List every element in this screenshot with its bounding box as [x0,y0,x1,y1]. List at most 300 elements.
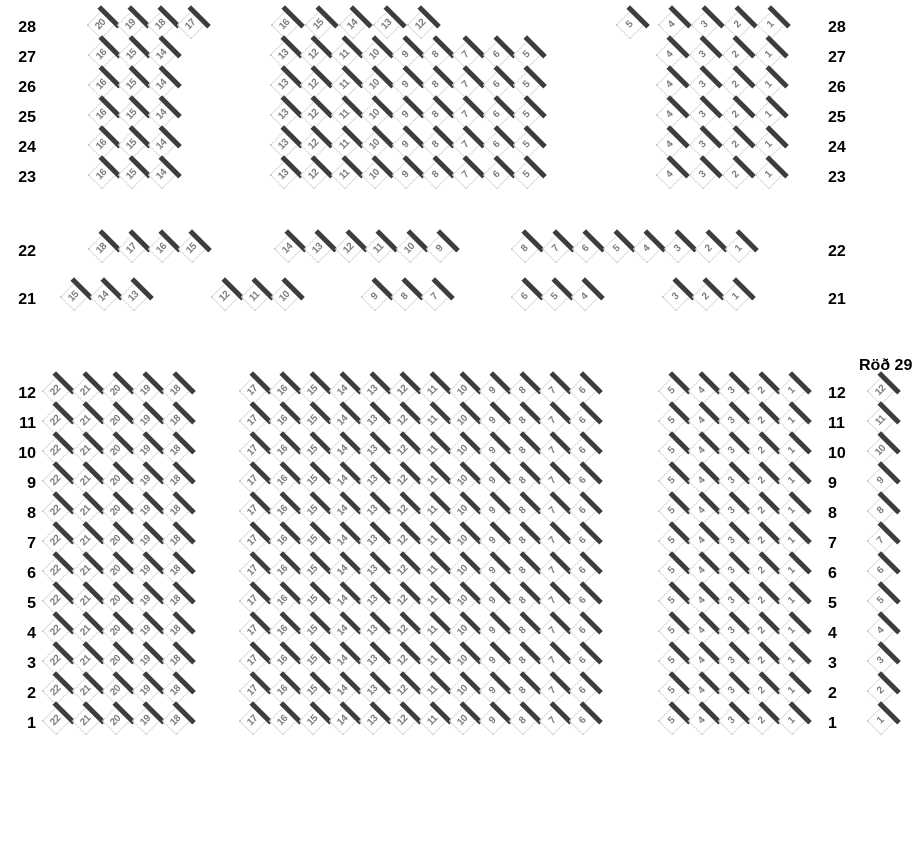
seat[interactable] [692,283,720,311]
seat[interactable] [718,707,746,735]
seat[interactable] [419,707,447,735]
seat-number: 14 [345,17,361,33]
seat-number: 22 [48,443,64,459]
seat[interactable] [359,707,387,735]
seat[interactable] [748,707,776,735]
seat[interactable] [373,11,401,39]
seat-number: 13 [365,563,381,579]
seat-number: 3 [725,624,738,637]
seat[interactable] [270,161,298,189]
seat-number: 11 [371,241,387,256]
seat-number: 14 [154,47,170,63]
row-label-left: 26 [18,79,36,96]
seat[interactable] [241,283,269,311]
seat[interactable] [102,707,130,735]
seat[interactable] [725,235,753,263]
seat-number: 10 [455,383,471,399]
seat-number: 2 [755,684,768,697]
seat-number: 8 [516,504,529,517]
seat-number: 6 [576,714,589,727]
seat-number: 12 [306,137,322,153]
seat[interactable] [513,161,541,189]
seat-number: 4 [695,534,708,547]
seat-number: 18 [168,413,184,429]
seat-number: 9 [486,684,499,697]
seat-number: 1 [785,534,798,547]
seat-number: 10 [455,713,471,729]
seat-number: 8 [518,242,531,255]
seat[interactable] [239,707,267,735]
seat-number: 15 [305,473,321,489]
seat[interactable] [694,235,722,263]
seat[interactable] [722,283,750,311]
seat-number: 4 [695,474,708,487]
row-label-right: 23 [828,169,846,186]
seat-number: 7 [546,504,559,517]
seat-number: 2 [729,108,742,121]
seat-number: 6 [576,504,589,517]
seat[interactable] [426,235,454,263]
seat[interactable] [60,283,88,311]
seat[interactable] [162,707,190,735]
seat-number: 4 [695,444,708,457]
seat-number: 5 [521,168,533,181]
seat-number: 10 [401,241,417,257]
row-label-right: 1 [828,715,837,732]
seat-number: 19 [138,443,154,459]
seat-number: 22 [48,383,64,399]
seat[interactable] [724,11,752,39]
seat-number: 6 [490,138,503,151]
seat-number: 19 [138,683,154,699]
row-label-right: 21 [828,291,846,308]
seat[interactable] [389,707,417,735]
seat[interactable] [539,707,567,735]
seat-number: 19 [138,563,154,579]
seat-number: 12 [395,533,411,549]
seat-number: 1 [785,414,798,427]
seat-number: 15 [124,47,140,63]
seat-number: 11 [425,653,440,668]
seat-number: 18 [94,241,110,257]
seat[interactable] [72,707,100,735]
seat-number: 13 [276,77,292,93]
seat-number: 1 [874,714,887,727]
seat[interactable] [299,707,327,735]
seat[interactable] [569,707,597,735]
seat-number: 9 [486,714,499,727]
seat[interactable] [274,235,302,263]
seat[interactable] [178,235,206,263]
seat[interactable] [132,707,160,735]
seat-number: 5 [665,384,678,397]
seat-number: 11 [873,413,888,428]
row-label-left: 24 [18,139,36,156]
seat[interactable] [541,283,569,311]
seat[interactable] [452,161,480,189]
seat[interactable] [361,161,389,189]
seat-number: 22 [48,713,64,729]
seat-number: 15 [124,107,140,123]
seat-number: 3 [725,564,738,577]
seat-number: 5 [548,290,561,303]
seat-number: 7 [546,384,559,397]
seat-number: 8 [516,624,529,637]
seat-number: 15 [305,713,321,729]
seat-number: 9 [399,168,411,181]
seat-number: 22 [48,473,64,489]
row-label-left: 27 [18,49,36,66]
seat-number: 18 [168,503,184,519]
seat-number: 12 [395,563,411,579]
seat-number: 11 [425,443,440,458]
seat-number: 1 [762,168,775,181]
seat[interactable] [778,707,806,735]
seat-number: 10 [367,77,383,93]
seat-number: 20 [108,713,124,729]
seat-number: 17 [245,443,261,459]
seat-number: 12 [395,713,411,729]
seat-number: 7 [546,624,559,637]
seat-number: 16 [275,473,291,489]
seat[interactable] [689,161,717,189]
seat-number: 1 [785,444,798,457]
seat-number: 2 [729,168,742,181]
seat-number: 11 [425,683,440,698]
seat-number: 3 [725,654,738,667]
seat[interactable] [118,161,146,189]
seat-number: 13 [365,383,381,399]
row-label-left: 6 [27,565,36,582]
seat-number: 21 [78,473,94,489]
seat-number: 17 [245,533,261,549]
seat-number: 14 [96,289,112,305]
seat-number: 7 [546,654,559,667]
seat-number: 10 [455,413,471,429]
seat-number: 7 [460,48,472,61]
seat-number: 5 [874,594,887,607]
seat-number: 19 [138,473,154,489]
seat-number: 16 [94,107,110,123]
seat[interactable] [177,11,205,39]
seat-number: 12 [395,593,411,609]
seat-number: 8 [429,168,442,181]
row-label-right: 28 [828,19,846,36]
seat[interactable] [656,161,684,189]
seat[interactable] [755,161,783,189]
seat-number: 16 [275,593,291,609]
seat-number: 16 [275,383,291,399]
seat-number: 11 [337,107,352,122]
seat-number: 20 [108,653,124,669]
seat[interactable] [271,283,299,311]
seat-number: 5 [521,78,533,91]
seat[interactable] [722,161,750,189]
seat-number: 11 [425,503,440,518]
seat-number: 9 [399,48,411,61]
seat-number: 14 [335,443,351,459]
seat-number: 13 [365,653,381,669]
seat-number: 17 [245,653,261,669]
seat-number: 18 [168,563,184,579]
seat-number: 22 [48,503,64,519]
seat[interactable] [361,283,389,311]
seat-number: 18 [168,623,184,639]
seat-number: 4 [695,684,708,697]
seat-number: 17 [245,473,261,489]
seat[interactable] [90,283,118,311]
seat[interactable] [407,11,435,39]
seat-number: 7 [428,290,441,303]
seat[interactable] [479,707,507,735]
seat-number: 21 [78,593,94,609]
seat[interactable] [329,707,357,735]
seat-number: 14 [335,383,351,399]
seat[interactable] [331,161,359,189]
seat[interactable] [304,235,332,263]
seat[interactable] [42,707,70,735]
row-label-right: 2 [828,685,837,702]
seat-number: 14 [280,241,296,257]
seat-number: 1 [762,78,775,91]
seat[interactable] [269,707,297,735]
seat-number: 4 [695,594,708,607]
seat-number: 17 [245,563,261,579]
seat[interactable] [391,283,419,311]
seat[interactable] [572,235,600,263]
seat[interactable] [664,235,692,263]
seat-number: 16 [275,623,291,639]
seat-number: 7 [549,242,561,255]
seat[interactable] [395,235,423,263]
seat-number: 17 [245,683,261,699]
row-label-left: 28 [18,19,36,36]
seat[interactable] [483,161,511,189]
seat-number: 8 [429,108,442,121]
seat-number: 4 [695,564,708,577]
seat-number: 16 [94,77,110,93]
row-label-left: 23 [18,169,36,186]
seat-number: 8 [874,504,887,517]
seat-number: 5 [665,474,678,487]
seat[interactable] [211,283,239,311]
seat-number: 7 [874,534,887,547]
seat-number: 5 [665,684,678,697]
seat-number: 15 [305,653,321,669]
seat-number: 15 [311,17,327,33]
seat[interactable] [757,11,785,39]
seat-number: 10 [455,533,471,549]
seat-number: 22 [48,623,64,639]
seat-number: 9 [486,654,499,667]
seat[interactable] [421,283,449,311]
row-label-right: 27 [828,49,846,66]
seat[interactable] [688,707,716,735]
seat[interactable] [422,161,450,189]
seat-number: 5 [521,48,533,61]
seat-number: 11 [247,289,262,304]
seat[interactable] [603,235,631,263]
seat-number: 10 [455,593,471,609]
seat-number: 4 [695,624,708,637]
seat-number: 8 [429,48,442,61]
seat-number: 15 [305,563,321,579]
seat-number: 22 [48,533,64,549]
seat-number: 10 [455,653,471,669]
seat-number: 16 [275,413,291,429]
seat[interactable] [271,11,299,39]
seat[interactable] [616,11,644,39]
seat-number: 15 [66,289,82,305]
seat[interactable] [511,235,539,263]
seat-number: 20 [108,533,124,549]
seat[interactable] [120,283,148,311]
seat-number: 13 [365,593,381,609]
seat-number: 20 [108,623,124,639]
seat-number: 7 [546,594,559,607]
seat-number: 3 [669,290,682,303]
seat-number: 8 [516,414,529,427]
seat-number: 4 [663,138,676,151]
seat-number: 7 [546,534,559,547]
seat-number: 9 [486,594,499,607]
seat-number: 20 [108,413,124,429]
seat-number: 4 [695,714,708,727]
seat-number: 1 [785,564,798,577]
seat-number: 12 [873,383,889,399]
seat-number: 11 [337,77,352,92]
seat-number: 14 [335,653,351,669]
seat-number: 21 [78,563,94,579]
seat-number: 3 [698,18,711,31]
seat[interactable] [305,11,333,39]
seat-number: 6 [576,534,589,547]
seat[interactable] [335,235,363,263]
row-label-right: 12 [828,385,846,402]
seat-number: 9 [433,242,446,255]
seat-number: 13 [365,683,381,699]
seat[interactable] [148,235,176,263]
seat-number: 5 [623,18,636,31]
seat[interactable] [691,11,719,39]
seat-number: 14 [335,713,351,729]
seat-number: 17 [124,241,140,257]
seat-number: 5 [521,108,533,121]
seat-number: 18 [168,653,184,669]
seat-number: 6 [576,444,589,457]
seat-number: 15 [305,503,321,519]
seat-number: 19 [138,713,154,729]
seat[interactable] [339,11,367,39]
seat-number: 2 [755,594,768,607]
seat-number: 3 [725,474,738,487]
row-label-left: 25 [18,109,36,126]
seat-number: 1 [785,714,798,727]
seat[interactable] [541,235,569,263]
seat-number: 14 [335,503,351,519]
row-label-right: 11 [828,415,845,432]
seat-number: 2 [755,504,768,517]
seat-number: 1 [764,18,777,31]
seat-number: 10 [455,443,471,459]
seat-number: 19 [138,503,154,519]
seat[interactable] [658,11,686,39]
seat[interactable] [365,235,393,263]
seat-number: 2 [755,534,768,547]
seat-number: 4 [695,414,708,427]
seat-number: 20 [108,383,124,399]
seat-number: 5 [665,444,678,457]
seat-number: 10 [367,107,383,123]
seat-number: 8 [429,78,442,91]
seat-number: 14 [154,167,170,183]
seat-number: 2 [731,18,744,31]
seat-number: 6 [580,242,592,255]
seat-number: 4 [663,48,676,61]
seat[interactable] [511,283,539,311]
seat-number: 2 [755,474,768,487]
seat-number: 1 [785,384,798,397]
seat-number: 1 [785,474,798,487]
seat-number: 11 [425,533,440,548]
seat-number: 10 [367,47,383,63]
row-label-right: 22 [828,243,846,260]
seat[interactable] [867,707,895,735]
seat-number: 20 [108,443,124,459]
seat[interactable] [118,235,146,263]
seat-number: 12 [306,47,322,63]
seat-number: 8 [516,714,529,727]
row-29-column-header: Röð 29 [859,357,913,374]
seat-number: 1 [729,290,742,303]
row-label-left: 3 [27,655,36,672]
seat-number: 5 [665,534,678,547]
seat-number: 13 [276,137,292,153]
seat-number: 12 [395,443,411,459]
seat[interactable] [662,283,690,311]
row-label-left: 2 [27,685,36,702]
seat-number: 2 [729,78,742,91]
seat-number: 5 [665,564,678,577]
seat-number: 20 [108,473,124,489]
seat-number: 22 [48,563,64,579]
row-label-left: 8 [27,505,36,522]
seat[interactable] [148,161,176,189]
seat[interactable] [658,707,686,735]
seat[interactable] [449,707,477,735]
seat[interactable] [571,283,599,311]
seat[interactable] [391,161,419,189]
seat-number: 3 [725,684,738,697]
seat-number: 18 [168,383,184,399]
seat-number: 15 [124,167,140,183]
seat-number: 5 [665,414,678,427]
seat[interactable] [633,235,661,263]
seat-number: 9 [486,504,499,517]
seat-number: 20 [108,503,124,519]
seat[interactable] [88,161,116,189]
seat-number: 8 [516,564,529,577]
seat[interactable] [509,707,537,735]
seat-number: 5 [665,654,678,667]
seat-number: 21 [78,713,94,729]
seat-number: 13 [365,533,381,549]
seat-number: 15 [305,533,321,549]
seat[interactable] [88,235,116,263]
seat[interactable] [300,161,328,189]
seat-number: 7 [460,168,472,181]
seat-number: 5 [665,594,678,607]
